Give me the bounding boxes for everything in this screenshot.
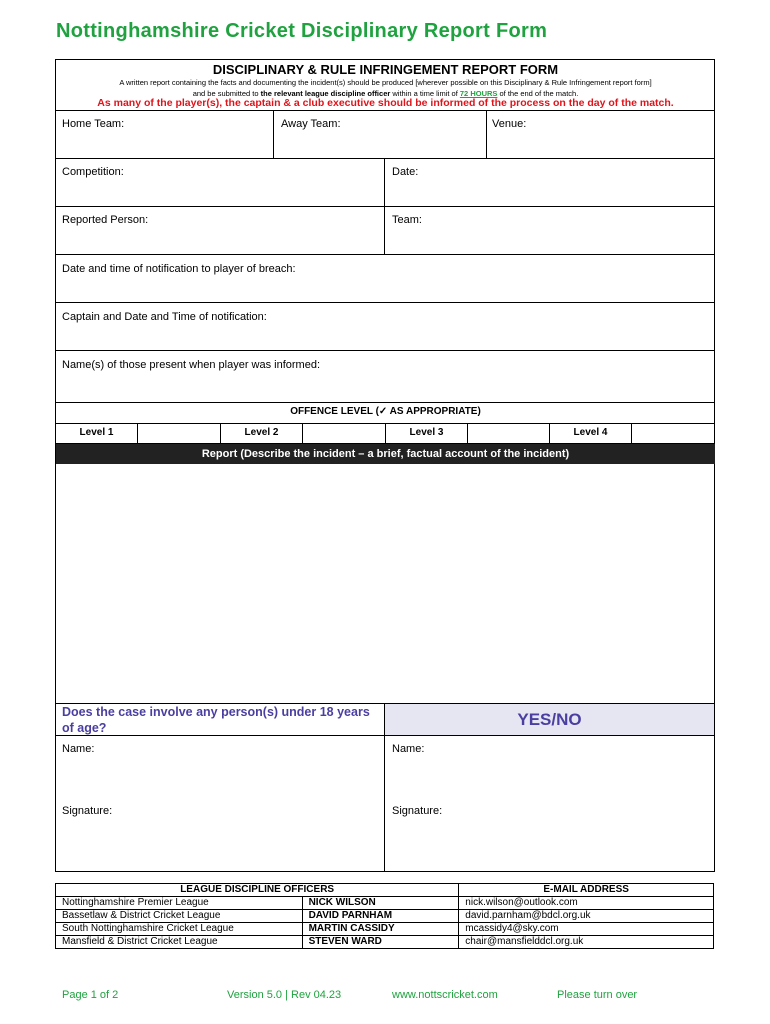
officer-name: STEVEN WARD <box>302 936 459 949</box>
date-field[interactable]: Date: <box>392 166 419 178</box>
signature-field-left[interactable]: Signature: <box>62 805 113 817</box>
form-warning: As many of the player(s), the captain & a club executive should be informed of the process on the day of the match. <box>97 97 674 109</box>
level-4-label: Level 4 <box>573 427 608 438</box>
yes-no-answer[interactable]: YES/NO <box>517 710 582 729</box>
email-column-header: E-MAIL ADDRESS <box>459 884 714 897</box>
level-3-label: Level 3 <box>409 427 444 438</box>
notification-field[interactable]: Date and time of notification to player of breach: <box>62 263 296 275</box>
offence-level-heading: OFFENCE LEVEL (✓ AS APPROPRIATE) <box>290 406 481 417</box>
table-row <box>56 910 714 923</box>
present-field[interactable]: Name(s) of those present when player was informed: <box>62 359 321 371</box>
officer-name: MARTIN CASSIDY <box>302 923 459 936</box>
officer-email[interactable]: nick.wilson@outlook.com <box>459 897 714 910</box>
table-row <box>56 936 714 949</box>
officer-name: NICK WILSON <box>302 897 459 910</box>
level-1-label: Level 1 <box>79 427 114 438</box>
officer-name: DAVID PARNHAM <box>302 910 459 923</box>
officer-email[interactable]: mcassidy4@sky.com <box>459 923 714 936</box>
website-link[interactable]: www.nottscricket.com <box>392 989 498 1001</box>
under-18-question: Does the case involve any person(s) under 18 years of age? <box>62 705 370 735</box>
league-name: Nottinghamshire Premier League <box>56 897 303 910</box>
league-name: Bassetlaw & District Cricket League <box>56 910 303 923</box>
level-1-checkbox[interactable] <box>138 424 220 443</box>
away-team-field[interactable]: Away Team: <box>281 118 341 130</box>
please-turn-over: Please turn over <box>557 989 638 1001</box>
level-3-checkbox[interactable] <box>468 424 549 443</box>
form-intro: A written report containing the facts and documenting the incident(s) should be produced [wherever possible on this Disciplinary & Rule Infringement report form] and be submitted to the relevant league discipline officer within a time limit of 72 HOURS of the end of the match. <box>119 78 652 98</box>
form-title: Nottinghamshire Cricket Disciplinary Report Form <box>56 20 548 42</box>
level-4-checkbox[interactable] <box>632 424 714 443</box>
form-heading: DISCIPLINARY & RULE INFRINGEMENT REPORT FORM <box>212 62 559 77</box>
captain-field[interactable]: Captain and Date and Time of notification: <box>62 311 267 323</box>
name-field-left[interactable]: Name: <box>62 743 95 755</box>
name-field-right[interactable]: Name: <box>392 743 425 755</box>
venue-field[interactable]: Venue: <box>492 118 527 130</box>
report-text-area[interactable] <box>56 465 715 703</box>
report-heading: Report (Describe the incident – a brief, factual account of the incident) <box>56 444 715 464</box>
reported-person-field[interactable]: Reported Person: <box>62 214 149 226</box>
league-name: Mansfield & District Cricket League <box>56 936 303 949</box>
team-field[interactable]: Team: <box>392 214 422 226</box>
officers-table <box>55 883 714 949</box>
level-2-label: Level 2 <box>244 427 279 438</box>
level-2-checkbox[interactable] <box>303 424 385 443</box>
page-number: Page 1 of 2 <box>62 989 119 1001</box>
table-row <box>56 923 714 936</box>
version-info: Version 5.0 | Rev 04.23 <box>227 989 342 1001</box>
home-team-field[interactable]: Home Team: <box>62 118 125 130</box>
officer-email[interactable]: chair@mansfielddcl.org.uk <box>459 936 714 949</box>
table-row <box>56 897 714 910</box>
signature-field-right[interactable]: Signature: <box>392 805 443 817</box>
league-name: South Nottinghamshire Cricket League <box>56 923 303 936</box>
officers-column-header: LEAGUE DISCIPLINE OFFICERS <box>56 884 459 897</box>
competition-field[interactable]: Competition: <box>62 166 124 178</box>
officer-email[interactable]: david.parnham@bdcl.org.uk <box>459 910 714 923</box>
